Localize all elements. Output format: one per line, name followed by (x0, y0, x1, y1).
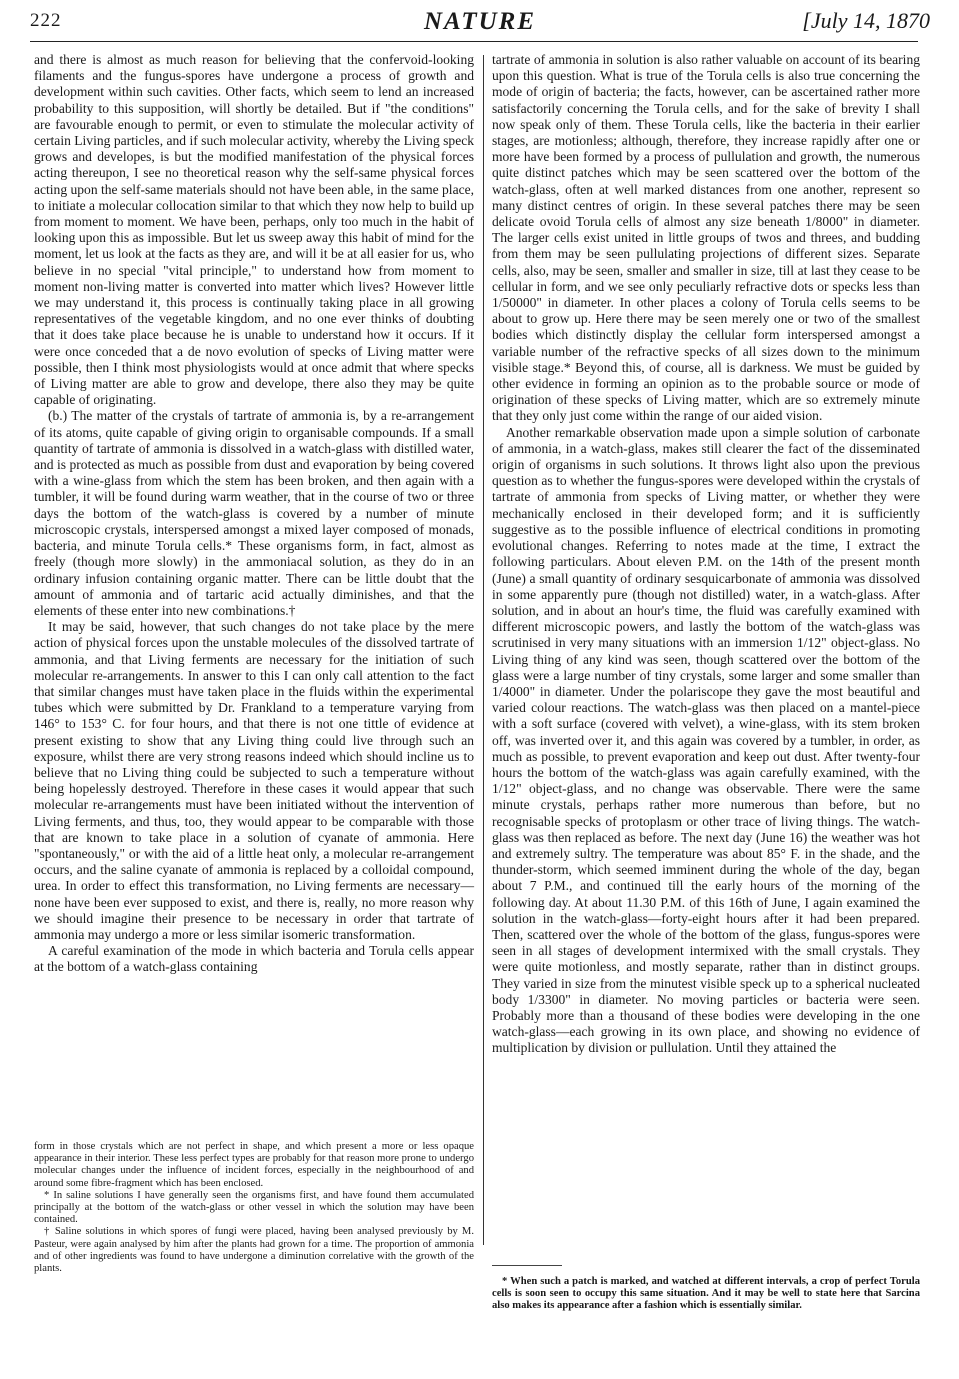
right-paragraph-1: tartrate of ammonia in solution is also rather valuable on account of its bearing upon this question. What is true of the Torula cells is also true concerning the mode of origin of bacteria; the facts, however, can be ascertained rather more satisfactorily concerning the Torula cells, and for the sake of brevity I shall now speak only of them. These Torula cells, like the bacteria in their earlier stages, are motionless; although, therefore, they increase rapidly after one or more have been formed by a process of pullulation and growth, the numerous quite distinct patches which may be seen scattered over the bottom of the watch-glass, often at well marked distances from one another, represent so many distinct centres of origin. In these several patches there may be seen delicate ovoid Torula cells of almost any size beneath 1/8000" in diameter. The larger cells exist united in little groups of twos and threes, and budding from them may be seen pullulating projections of different sizes. Separate cells, also, may be seen, smaller and smaller in size, till at last they cease to be cellular in form, and we see only peculiarly refractive dots or specks less than 1/50000" in diameter. In other places a colony of Torula cells seems to be about to grow up. Here there may be seen merely one or two of the smallest bodies which distinctly display the cellular form interspersed amongst a variable number of the refractive specks of all sizes down to the minimum visible stage.* Beyond this, of course, all is darkness. We must be guided by other evidence in forming an opinion as to the probable source or mode of origination of these specks of Living matter, which are so extremely minute that they only just come within the range of our aided vision. (492, 52, 920, 424)
left-paragraph-3: It may be said, however, that such changes do not take place by the mere action of physical forces upon the unstable molecules of the dissolved tartrate of ammonia, and that Living ferments are necessary for the initiation of such molecular re-arrangements. In answer to this I can only call attention to the fact that similar changes must have taken place in the fluids within the experimental tubes which were submitted by Dr. Frankland to a temperature varying from 146° to 153° C. for four hours, and that there is not one tittle of evidence at present existing to show that any Living thing could live through such an exposure, whilst there are very strong reasons indeed which should incline us to believe that no Living thing could be subjected to such a temperature without being hopelessly destroyed. Therefore in these cases it would appear that such molecular re-arrangements must have been initiated without the intervention of Living ferments, and thus, too, they would appear to be comparable with those that are known to take place in a solution of cyanate of ammonia. Here "spontaneously," or with the aid of a little heat only, a molecular re-arrangement occurs, and the saline cyanate of ammonia is replaced by a colloidal compound, urea. In order to effect this transformation, no Living ferments are necessary—none have been ever supposed to exist, and there is, really, no more reason why we should imagine their presence to be necessary in order that tartrate of ammonia may undergo a more or less similar isomeric transformation. (34, 619, 474, 942)
left-footnote-asterisk: * In saline solutions I have generally seen the organisms first, and have found them accumulated principally at the bottom of the watch-glass or other vessel in which the solution may have been contained. (34, 1189, 474, 1226)
issue-date: [July 14, 1870 (802, 8, 930, 33)
right-footnote-asterisk: * When such a patch is marked, and watched at different intervals, a crop of perfect Torula cells is soon seen to occupy this same situation. And it may be well to state here that Sarcina also makes its appearance after a fashion which is essentially similar. (492, 1276, 920, 1312)
header-rule (30, 41, 918, 42)
right-paragraph-2: Another remarkable observation made upon a simple solution of carbonate of ammonia, in a watch-glass, makes still clearer the fact of the disseminated origin of organisms in such solutions. It throws light also upon the previous question as to whether the fungus-spores were developed within the crystals of tartrate of ammonia from specks of Living matter, or whether they were mechanically enclosed in their developed form; and it is sufficiently suggestive as to the possible influence of electrical conditions in promoting evolutional changes. Referring to notes made at the time, I extract the following particulars. About eleven P.M. on the 14th of the present month (June) a small quantity of ordinary sesquicarbonate of ammonia was dissolved in some apparently pure (though not distilled) water, in a watch-glass. After solution, and in about an hour's time, the fluid was carefully examined with different microscopic powers, and lastly the bottom of the watch-glass was scrutinised in very many situations with an immersion 1/12" object-glass. No Living thing of any kind was seen, though scattered over the bottom of the glass were a large number of tiny crystals, some larger and some smaller than 1/4000" in diameter. Under the polariscope they gave the most beautiful and varied colour reactions. The watch-glass was then placed on a mantel-piece with a soft surface (covered with velvet), a wine-glass, with its stem broken off, was inverted over it, and this again was covered by a tumbler, in order, as much as possible, to prevent evaporation and keep out dust. After twenty-four hours the bottom of the watch-glass was again carefully examined, with the 1/12" object-glass, and no change was observable. There were the same minute crystals, perhaps rather more numerous than before, but no recognisable specks of protoplasm or other trace of living things. The watch-glass was then replaced as before. The next day (June 16) the weather was hot and extremely sultry. The temperature was about 85° F. in the shade, and the thunder-storm, which seemed imminent during the whole of the day, began about 7 P.M., and continued till the early hours of the morning of the following day. At about 11.30 P.M. of this 16th of June, I again examined the solution in the watch-glass—forty-eight hours after it had been prepared. Then, scattered over the whole of the bottom of the glass, fungus-spores were seen in all stages of development intermixed with the small crystals. They were quite motionless, and mostly separate, rather than in distinct groups. They varied in size from the minutest visible speck up to a spherical nucleated body 1/3300" in diameter. No moving particles or bacteria were seen. Probably more than a thousand of these bodies were developing in the one watch-glass—each growing in its own place, and showing no evidence of multiplication by division or pullulation. Until they attained the (492, 424, 920, 1056)
left-paragraph-1: and there is almost as much reason for believing that the confervoid-looking filaments and the fungus-spores have undergone a process of growth and development within such cavities. Other facts, which seem to lend an increased probability to this supposition, will shortly be detailed. But if "the conditions" are favourable enough to permit, or even to stimulate the molecular activity of certain Living particles, and if such molecular activity, whereby the Living speck grows and developes, is but the modified manifestation of the physical forces acting thereupon, I see no theoretical reason why the self-same physical forces acting upon the self-same materials should not have been able, in the same place, to initiate a molecular collocation similar to that which they now help to build up from moment to moment. We have been, perhaps, only too much in the habit of looking upon this as impossible. But let us sweep away this habit of mind for the moment, let us look at the facts as they are, and will it be at all easier for us, who believe in no special "vital principle," to understand how from moment to moment non-living matter is converted into matter which lives? However little we may understand it, this process is continually taking place in all growing representatives of the vegetable kingdom, and no one ever thinks of doubting that it does take place because he is unable to understand how it occurs. If it were once conceded that a de novo evolution of specks of Living matter were possible, then I think most physiologists would at once admit that where specks of Living matter are able to grow and develope, there also they may be quite capable of originating. (34, 52, 474, 408)
left-footnote-dagger: † Saline solutions in which spores of fungi were placed, having been analysed previously by M. Pasteur, were again analysed by him after the plants had grown for a time. The proportion of ammonia and of other ingredients was found to have undergone a diminution correlative with the growth of the plants. (34, 1226, 474, 1275)
left-paragraph-2: (b.) The matter of the crystals of tartrate of ammonia is, by a re-arrangement of its atoms, quite capable of giving origin to organisable compounds. If a small quantity of tartrate of ammonia is dissolved in a watch-glass with distilled water, and is protected as much as possible from dust and evaporation by being covered with a wine-glass from which the stem has been broken, and then again with a tumbler, it will be found during warm weather, that in the course of two or three days the bottom of the watch-glass is covered by a number of minute microscopic crystals, interspersed amongst a mixed layer composed of monads, bacteria, and minute Torula cells.* These organisms form, in fact, almost as freely (though more slowly) in the ammoniacal solution, as they do in an ordinary infusion containing organic matter. There can be little doubt that the amount of ammonia and of tartaric acid actually diminishes, and that the elements of these enter into new combinations.† (34, 408, 474, 618)
left-footnotes (34, 1141, 474, 1275)
footnote-rule (492, 1265, 562, 1266)
journal-title: NATURE (423, 8, 537, 35)
right-column (492, 52, 920, 1057)
page-number: 222 (30, 10, 62, 31)
left-paragraph-4: A careful examination of the mode in which bacteria and Torula cells appear at the bottom of a watch-glass containing (34, 943, 474, 975)
left-column (34, 52, 474, 976)
right-footnotes (492, 1276, 920, 1313)
column-divider (483, 55, 484, 1245)
page-header (30, 8, 930, 38)
left-footnote-continued: form in those crystals which are not perfect in shape, and which present a more or less opaque appearance in their interior. These less perfect types are probably for that reason more prone to undergo molecular changes under the influence of incident forces, especially in the neighbourhood of and around some fibre-fragment which has been enclosed. (34, 1141, 474, 1189)
